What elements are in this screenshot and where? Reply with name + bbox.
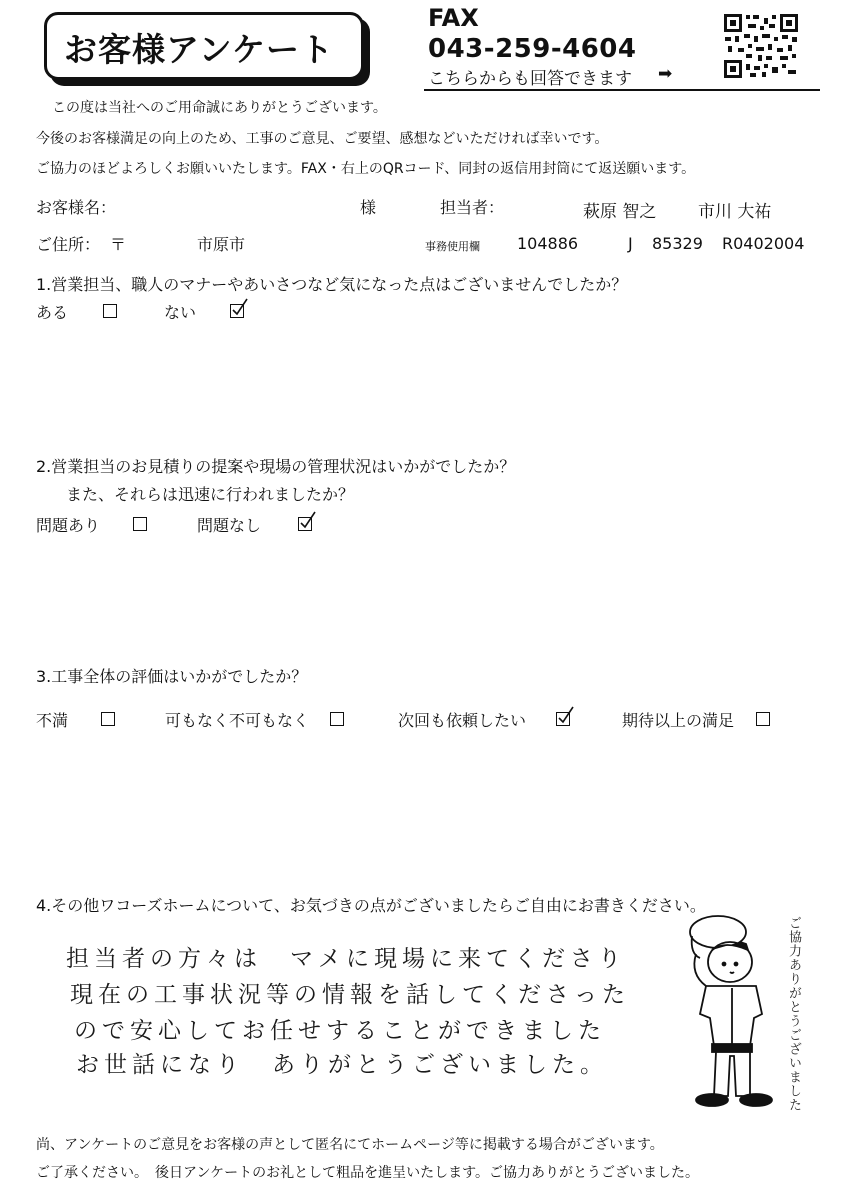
check-mark-icon <box>298 510 318 530</box>
customer-name-label: お客様名： <box>36 198 117 217</box>
question-2-sub: また、それらは迅速に行われましたか？ <box>66 485 355 504</box>
q3-checkbox-beyond-expectation[interactable] <box>756 712 770 726</box>
question-1: 1.営業担当、職人のマナーやあいさつなど気になった点はございませんでしたか？ <box>36 275 628 294</box>
intro-line-3: ご協力のほどよろしくお願いいたします。FAX・右上のQRコード、同封の返信用封筒にて返送願います。 <box>36 161 696 177</box>
handwritten-answer-line: お世話になり ありがとうございました。 <box>76 1052 608 1078</box>
q2-option-label: 問題あり <box>36 516 101 535</box>
office-code-2: 85329 <box>652 234 703 253</box>
intro-line-1: この度は当社へのご用命誠にありがとうございます。 <box>52 100 387 116</box>
qr-code-icon[interactable] <box>722 12 800 80</box>
honorific: 様 <box>360 198 377 217</box>
handwritten-answer-line: 担当者の方々は マメに現場に来てくださり <box>66 946 626 972</box>
handwritten-answer-line: 現在の工事状況等の情報を話してくださった <box>70 982 630 1008</box>
q3-option-label: 期待以上の満足 <box>622 711 735 730</box>
staff-name-2: 市川 大祐 <box>698 202 772 222</box>
q3-option-label: 可もなく不可もなく <box>165 711 310 730</box>
q3-checkbox-neutral[interactable] <box>330 712 344 726</box>
q1-checkbox-nai[interactable] <box>230 304 244 318</box>
postal-mark: 〒 <box>110 235 127 254</box>
bowing-worker-illustration <box>670 914 780 1114</box>
office-use-label: 事務使用欄 <box>425 240 480 253</box>
check-mark-icon <box>556 705 576 725</box>
page-title: お客様アンケート <box>64 30 335 69</box>
fax-label: FAX <box>428 4 479 32</box>
q2-option-label: 問題なし <box>197 516 262 535</box>
staff-label: 担当者： <box>440 198 505 217</box>
arrow-right-icon: ➡ <box>658 64 673 84</box>
q2-checkbox-mondai-ari[interactable] <box>133 517 147 531</box>
header-divider <box>424 89 820 91</box>
check-mark-icon <box>230 297 250 317</box>
fax-number: 043-259-4604 <box>428 34 637 64</box>
q1-checkbox-aru[interactable] <box>103 304 117 318</box>
q3-checkbox-fuman[interactable] <box>101 712 115 726</box>
address-label: ご住所： <box>36 235 101 254</box>
q1-option-label: ない <box>164 303 197 322</box>
thank-you-vertical-note: ご協力ありがとうございました <box>786 916 801 1112</box>
q3-option-label: 次回も依頼したい <box>398 711 527 730</box>
footer-line-2: ご了承ください。 後日アンケートのお礼として粗品を進呈いたします。ご協力ありがとうございました。 <box>36 1165 700 1181</box>
footer-line-1: 尚、アンケートのご意見をお客様の声として匿名にてホームページ等に掲載する場合がございます。 <box>36 1137 664 1153</box>
q2-checkbox-mondai-nashi[interactable] <box>298 517 312 531</box>
office-code-3: R0402004 <box>722 234 805 253</box>
office-code-1: 104886 <box>517 234 579 253</box>
q1-option-label: ある <box>36 303 69 322</box>
question-3: 3.工事全体の評価はいかがでしたか？ <box>36 667 308 686</box>
office-code-separator: J <box>628 234 633 253</box>
staff-name-1: 萩原 智之 <box>583 202 657 222</box>
handwritten-answer-line: ので安心してお任せすることができました <box>74 1018 606 1044</box>
question-2: 2.営業担当のお見積りの提案や現場の管理状況はいかがでしたか？ <box>36 457 516 476</box>
question-4: 4.その他ワコーズホームについて、お気づきの点がございましたらご自由にお書きください。 <box>36 896 706 915</box>
fax-note: こちらからも回答できます <box>428 69 632 89</box>
intro-line-2: 今後のお客様満足の向上のため、工事のご意見、ご要望、感想などいただければ幸いです。 <box>36 131 609 147</box>
q3-checkbox-next-time[interactable] <box>556 712 570 726</box>
q3-option-label: 不満 <box>36 711 69 730</box>
address-city: 市原市 <box>197 235 246 254</box>
